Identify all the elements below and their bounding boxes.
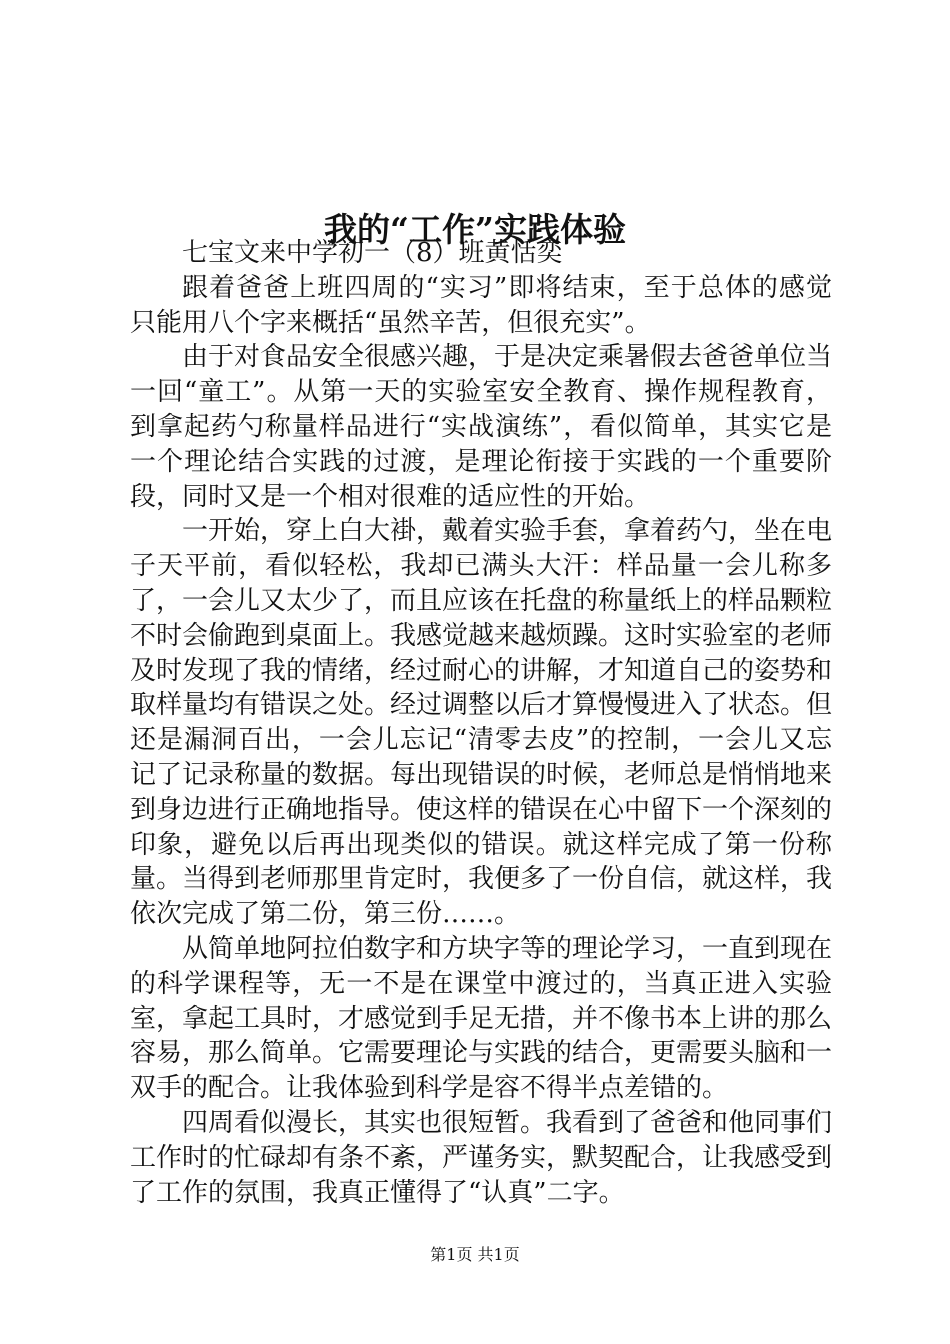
paragraph-5: 四周看似漫长，其实也很短暂。我看到了爸爸和他同事们工作时的忙碌却有条不紊，严谨务实，默契配合，让我感受到了工作的氛围，我真正懂得了“认真”二字。 (130, 1107, 833, 1208)
paragraph-3: 一开始，穿上白大褂，戴着实验手套，拿着药勺，坐在电子天平前，看似轻松，我却已满头大汗：样品量一会儿称多了，一会儿又太少了，而且应该在托盘的称量纸上的样品颗粒不时会偷跑到桌面上。我感觉越来越烦躁。这时实验室的老师及时发现了我的情绪，经过耐心的讲解，才知道自己的姿势和取样量均有错误之处。经过调整以后才算慢慢进入了状态。但还是漏洞百出，一会儿忘记“清零去皮”的控制，一会儿又忘记了记录称量的数据。每出现错误的时候，老师总是悄悄地来到身边进行正确地指导。使这样的错误在心中留下一个深刻的印象，避免以后再出现类似的错误。就这样完成了第一份称量。当得到老师那里肯定时，我便多了一份自信，就这样，我依次完成了第二份，第三份……。 (130, 516, 833, 930)
paragraph-2: 由于对食品安全很感兴趣，于是决定乘暑假去爸爸单位当一回“童工”。从第一天的实验室安全教育、操作规程教育，到拿起药勺称量样品进行“实战演练”，看似简单，其实它是一个理论结合实践的过渡，是理论衔接于实践的一个重要阶段，同时又是一个相对很难的适应性的开始。 (130, 342, 833, 512)
author-line: 七宝文来中学初一（8）班黄恬奕 (182, 238, 563, 268)
paragraph-1: 跟着爸爸上班四周的“实习”即将结束，至于总体的感觉只能用八个字来概括“虽然辛苦，但很充实”。 (130, 272, 832, 338)
document-body (130, 236, 832, 1210)
paragraph-4: 从简单地阿拉伯数字和方块字等的理论学习，一直到现在的科学课程等，无一不是在课堂中渡过的，当真正进入实验室，拿起工具时，才感觉到手足无措，并不像书本上讲的那么容易，那么简单。它需要理论与实践的结合，更需要头脑和一双手的配合。让我体验到科学是容不得半点差错的。 (130, 933, 833, 1104)
document-title: 我的“工作”实践体验 (324, 210, 626, 250)
page-number-footer: 第1页 共1页 (430, 1245, 520, 1264)
